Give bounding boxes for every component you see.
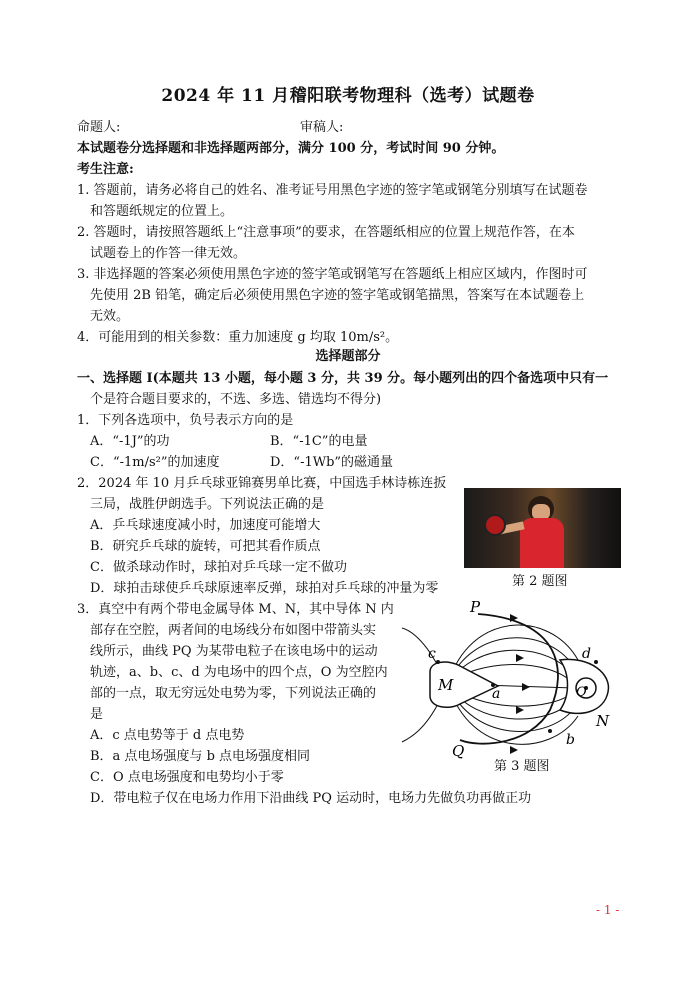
label-q: Q [452,742,465,760]
note-3-line-3: 无效。 [90,309,130,324]
structure-note: 本试题卷分选择题和非选择题两部分，满分 100 分，考试时间 90 分钟。 [77,141,505,156]
arrow-mark [522,683,530,691]
point-c [436,660,440,664]
label-n: N [596,712,610,730]
q3-stem-line-3: 线所示，曲线 PQ 为某带电粒子在该电场中的运动 [90,644,378,659]
q3-option-a: A．c 点电势等于 d 点电势 [90,728,245,743]
paddle-icon [484,514,506,536]
page-number: - 1 - [596,903,620,917]
notice-title: 考生注意: [77,162,134,177]
electric-field-diagram [400,600,620,760]
reviewer-label: 审稿人: [300,120,344,135]
q3-stem-line-6: 是 [90,707,104,722]
note-1-line-2: 和答题纸规定的位置上。 [90,204,234,219]
q3-option-d: D．带电粒子仅在电场力作用下沿曲线 PQ 运动时，电场力先做负功再做正功 [90,791,532,806]
page-title: 2024 年 11 月稽阳联考物理科（选考）试题卷 [161,86,535,106]
field-line [402,700,440,742]
part1-instruction-text: 一、选择题 I(本题共 13 小题，每小题 3 分，共 39 分。每小题列出的四个备选项中只有一 [77,371,609,386]
label-d: d [582,646,591,662]
label-a: a [492,686,501,702]
q2-option-a: A．乒乓球速度减小时，加速度可能增大 [90,518,321,533]
q2-figure-caption: 第 2 题图 [512,574,568,589]
q2-option-b: B．研究乒乓球的旋转，可把其看作质点 [90,539,321,554]
section-title: 选择题部分 [315,349,381,364]
q1-option-b: B．“-1C”的电量 [270,434,368,449]
table-tennis-photo [464,488,621,568]
note-4: 4．可能用到的相关参数：重力加速度 g 均取 10m/s²。 [77,330,399,345]
proposer-label: 命题人: [77,120,121,135]
note-1-line-1: 1. 答题前，请务必将自己的姓名、准考证号用黑色字迹的签字笔或钢笔分别填写在试题卷 [77,183,588,198]
q1-option-c: C．“-1m/s²”的加速度 [90,455,220,470]
point-b [548,729,552,733]
note-2-line-2: 试题卷上的作答一律无效。 [90,246,247,261]
arrow-mark [516,706,524,714]
label-p: P [470,600,481,616]
q2-option-c: C．做杀球动作时，球拍对乒乓球一定不做功 [90,560,347,575]
q3-stem-line-4: 轨迹，a、b、c、d 为电场中的四个点，O 为空腔内 [90,665,388,680]
q1-option-a: A．“-1J”的功 [90,434,170,449]
q3-stem-line-5: 部的一点，取无穷远处电势为零，下列说法正确的 [90,686,377,701]
q1-stem: 1．下列各选项中，负号表示方向的是 [77,413,294,428]
q2-option-d: D．球拍击球使乒乓球原速率反弹，球拍对乒乓球的冲量为零 [90,581,439,596]
arrow-mark [510,746,518,754]
player-shirt [520,518,564,568]
note-2-line-1: 2. 答题时，请按照答题纸上“注意事项”的要求，在答题纸相应的位置上规范作答，在本 [77,225,575,240]
q1-option-d: D．“-1Wb”的磁通量 [270,455,394,470]
author-line [77,117,637,138]
point-d [594,660,598,664]
q2-stem-line-1: 2．2024 年 10 月乒乓球亚锦赛男单比赛，中国选手林诗栋连扳 [77,476,447,491]
label-c: c [428,646,436,662]
label-b: b [566,732,575,748]
q3-option-c: C．O 点电场强度和电势均小于零 [90,770,284,785]
part1-instruction-line-2: 个是符合题目要求的，不选、多选、错选均不得分) [90,392,382,407]
part1-instruction-line-1 [77,368,608,389]
note-3-line-1: 3. 非选择题的答案必须使用黑色字迹的签字笔或钢笔写在答题纸上相应区域内，作图时可 [77,267,588,282]
label-m: M [438,676,454,694]
note-3-line-2: 先使用 2B 铅笔，确定后必须使用黑色字迹的签字笔或钢笔描黑，答案写在本试题卷上 [90,288,585,303]
q3-stem-line-2: 部存在空腔，两者间的电场线分布如图中带箭头实 [90,623,377,638]
q3-stem-line-1: 3．真空中有两个带电金属导体 M、N，其中导体 N 内 [77,602,394,617]
arrow-mark [516,654,524,662]
q2-stem-line-2: 三局，战胜伊朗选手。下列说法正确的是 [90,497,325,512]
q3-figure-caption: 第 3 题图 [494,759,550,774]
label-o: O [576,685,587,700]
q3-option-b: B．a 点电场强度与 b 点电场强度相同 [90,749,311,764]
